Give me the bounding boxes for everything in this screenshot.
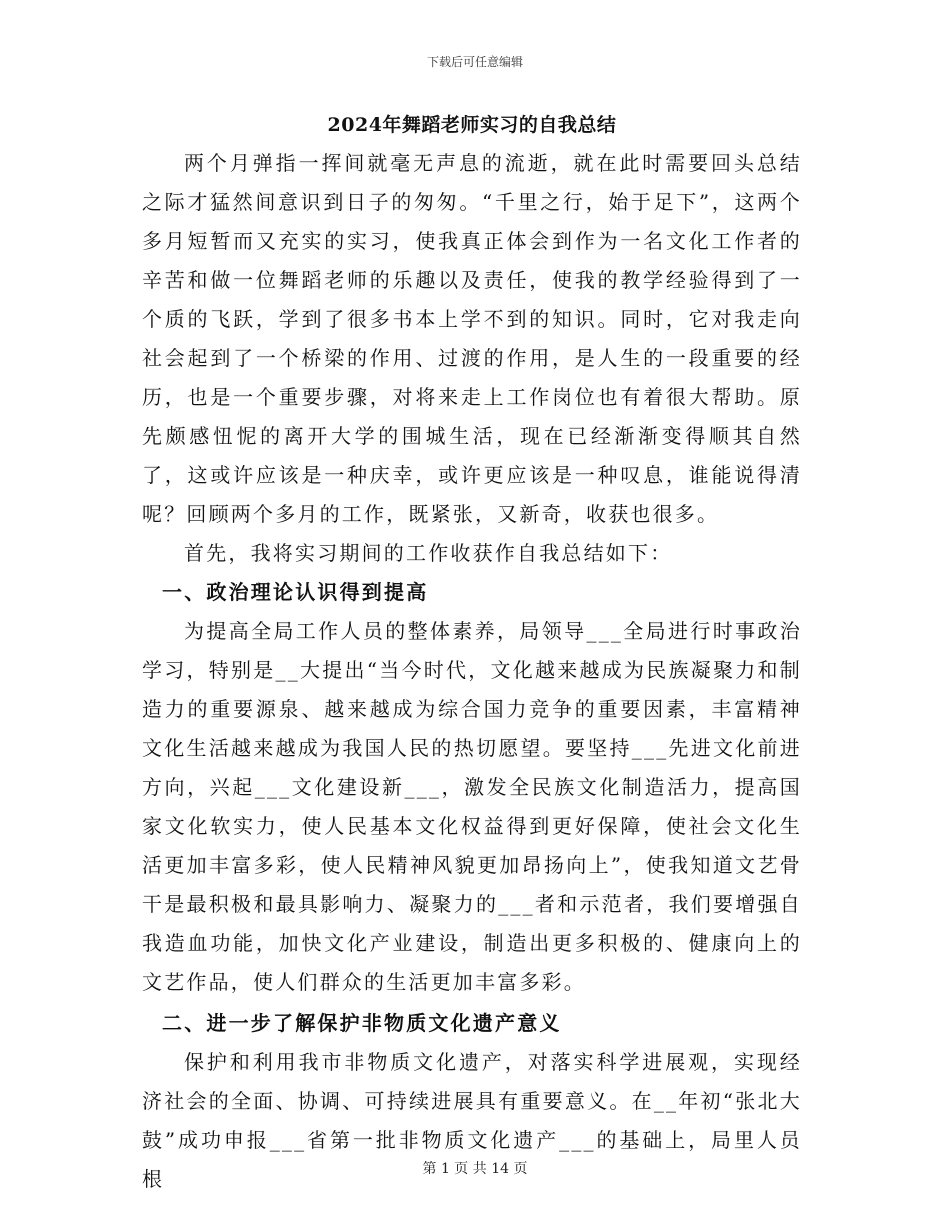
header-note: 下载后可任意编辑 — [426, 55, 523, 69]
section-body-politics: 为提高全局工作人员的整体素养，局领导___全局进行时事政治学习，特别是__大提出“当今时代，文化越来越成为民族凝聚力和制造力的重要源泉、越来越成为综合国力竞争的重要因素，丰富精神文化生活越来越成为我国人民的热切愿望。要坚持___先进文化前进方向，兴起___文化建设新___，激发全民族文化制造活力，提高国家文化软实力，使人民基本文化权益得到更好保障，使社会文化生活更加丰富多彩，使人民精神风貌更加昂扬向上”，使我知道文艺骨干是最积极和最具影响力、凝聚力的___者和示范者，我们要增强自我造血功能，加快文化产业建设，制造出更多积极的、健康向上的文艺作品，使人们群众的生活更加丰富多彩。 — [142, 619, 802, 994]
section-heading-politics: 一、政治理论认识得到提高 — [162, 580, 429, 604]
summary-lead-paragraph: 首先，我将实习期间的工作收获作自我总结如下： — [184, 541, 673, 565]
page-number: 第 1 页 共 14 页 — [422, 1161, 528, 1177]
document-title: 2024年舞蹈老师实习的自我总结 — [327, 114, 617, 136]
intro-paragraph: 两个月弹指一挥间就毫无声息的流逝，就在此时需要回头总结之际才猛然间意识到日子的匆匆。“千里之行，始于足下”，这两个多月短暂而又充实的实习，使我真正体会到作为一名文化工作者的辛苦和做一位舞蹈老师的乐趣以及责任，使我的教学经验得到了一个质的飞跃，学到了很多书本上学不到的知识。同时，它对我走向社会起到了一个桥梁的作用、过渡的作用，是人生的一段重要的经历，也是一个重要步骤，对将来走上工作岗位也有着很大帮助。原先颇感忸怩的离开大学的围城生活，现在已经渐渐变得顺其自然了，这或许应该是一种庆幸，或许更应该是一种叹息，谁能说得清呢？回顾两个多月的工作，既紧张，又新奇，收获也很多。 — [142, 151, 802, 526]
document-body — [142, 110, 802, 1199]
section-body-heritage: 保护和利用我市非物质文化遗产，对落实科学进展观，实现经济社会的全面、协调、可持续进展具有重要意义。在__年初“张北大鼓”成功申报___省第一批非物质文化遗产___的基础上，局里人员根 — [142, 1050, 802, 1191]
section-heading-heritage: 二、进一步了解保护非物质文化遗产意义 — [162, 1011, 562, 1035]
